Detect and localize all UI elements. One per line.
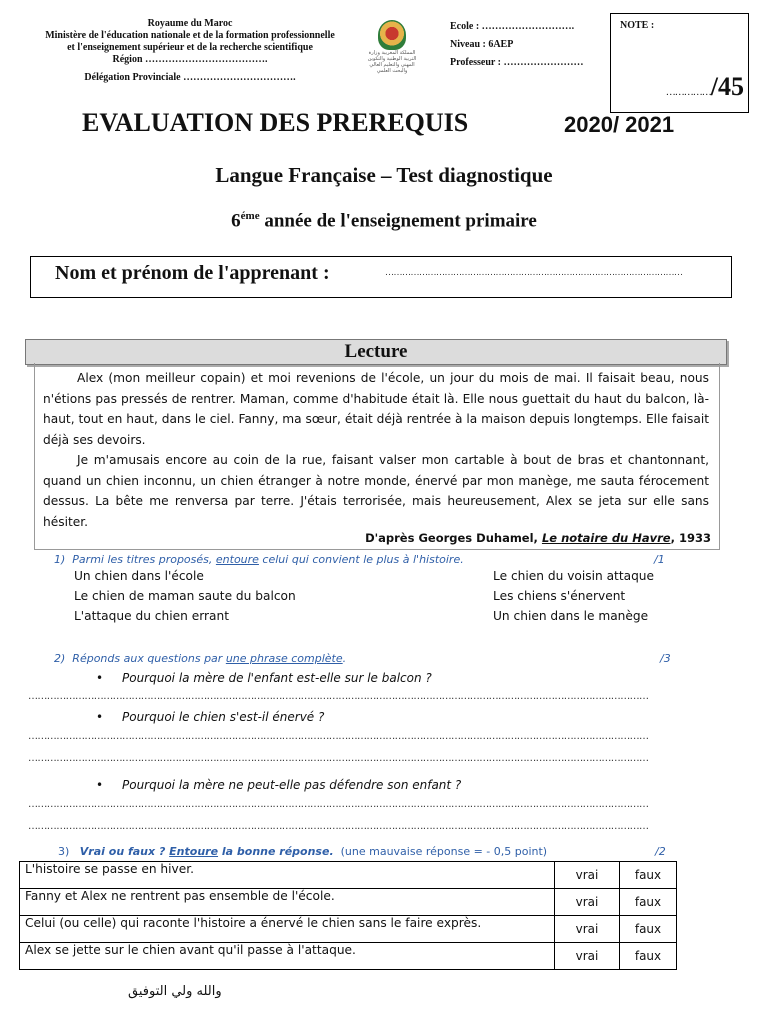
- question-3-prompt: [58, 845, 547, 858]
- prompt-text: .: [342, 652, 347, 665]
- false-option[interactable]: faux: [620, 943, 677, 970]
- title-option[interactable]: Les chiens s'énervent: [493, 589, 626, 603]
- question-2-score: /3: [660, 652, 671, 665]
- source-year: , 1933: [670, 531, 711, 545]
- true-option[interactable]: vrai: [555, 862, 620, 889]
- statement-cell: L'histoire se passe en hiver.: [20, 862, 555, 889]
- emblem-arabic-text: المملكة المغربية وزارة التربية الوطنية والتكوين المهني والتعليم العالي والبحث العلمي: [367, 50, 417, 74]
- prompt-text: Parmi les titres proposés,: [72, 553, 216, 566]
- answer-line[interactable]: ………………………………………………………………………………………………………………………………………………………………………………: [28, 753, 649, 764]
- grade-score: [666, 72, 744, 102]
- question-1-score: /1: [654, 553, 665, 566]
- title-option[interactable]: Un chien dans l'école: [74, 569, 204, 583]
- question-2-prompt: [54, 652, 346, 665]
- title-option[interactable]: Un chien dans le manège: [493, 609, 649, 623]
- test-subtitle: Langue Française – Test diagnostique: [215, 163, 553, 187]
- question-1-prompt: [54, 553, 464, 566]
- grade-blank: ……………: [665, 87, 711, 98]
- reading-section-title: Lecture: [25, 339, 727, 365]
- student-name-blank[interactable]: ……………………………………………………………………………………………: [385, 267, 683, 277]
- moroccan-emblem: [362, 14, 422, 90]
- answer-line[interactable]: ………………………………………………………………………………………………………………………………………………………………………………: [28, 821, 649, 832]
- school-field: Ecole : ……………………….: [450, 21, 575, 32]
- table-row: [20, 943, 677, 970]
- delegation-line: Délégation Provinciale …………………………….: [84, 72, 296, 83]
- table-row: [20, 916, 677, 943]
- sub-question-text: Pourquoi le chien s'est-il énervé ?: [122, 710, 325, 724]
- grade-number: 6: [231, 210, 241, 232]
- reading-text-box: [34, 363, 720, 550]
- question-3-score: /2: [655, 845, 666, 858]
- grade-total: /45: [710, 72, 744, 101]
- school-year: 2020/ 2021: [564, 112, 675, 137]
- prompt-text: la bonne réponse.: [218, 845, 334, 858]
- title-option[interactable]: Le chien du voisin attaque: [493, 569, 655, 583]
- prompt-keyword: une phrase complète: [225, 652, 343, 665]
- statement-cell: Alex se jette sur le chien avant qu'il passe à l'attaque.: [20, 943, 555, 970]
- prompt-keyword: entoure: [215, 553, 259, 566]
- prompt-keyword: Entoure: [169, 845, 219, 858]
- title-option[interactable]: Le chien de maman saute du balcon: [74, 589, 296, 603]
- question-number: 2): [54, 652, 66, 665]
- student-name-box[interactable]: [30, 256, 732, 298]
- title-option[interactable]: L'attaque du chien errant: [74, 609, 229, 623]
- statement-cell: Celui (ou celle) qui raconte l'histoire a énervé le chien sans le faire exprès.: [20, 916, 555, 943]
- sub-question: [96, 710, 324, 724]
- sub-question: [96, 671, 432, 685]
- false-option[interactable]: faux: [620, 862, 677, 889]
- true-option[interactable]: vrai: [555, 889, 620, 916]
- ministry-header: [20, 18, 360, 84]
- sub-question: [96, 778, 461, 792]
- source-book: Le notaire du Havre: [541, 531, 671, 545]
- table-row: [20, 862, 677, 889]
- grade-level-title: [0, 210, 768, 232]
- page-title: EVALUATION DES PREREQUIS: [82, 108, 469, 137]
- true-false-table: [19, 861, 677, 970]
- prompt-text: Vrai ou faux ?: [79, 845, 170, 858]
- statement-cell: Fanny et Alex ne rentrent pas ensemble de l'école.: [20, 889, 555, 916]
- student-name-label: Nom et prénom de l'apprenant :: [55, 262, 330, 284]
- region-line: Région ……………………………….: [112, 54, 268, 65]
- reading-paragraph: Alex (mon meilleur copain) et moi revenions de l'école, un jour du mois de mai. Il faisait beau, nous n'étions pas pressés de rentrer. Maman, comme d'habitude était là. Elle nous guettait du haut du balcon, là-haut, tout en haut, dans le ciel. Fanny, ma sœur, était déjà rentrée à la maison depuis longtemps. Elle faisait déjà ses devoirs.: [43, 371, 709, 447]
- answer-line[interactable]: ………………………………………………………………………………………………………………………………………………………………………………: [28, 731, 649, 742]
- true-option[interactable]: vrai: [555, 943, 620, 970]
- question-number: 1): [54, 553, 66, 566]
- ministry-line: et l'enseignement supérieur et de la recherche scientifique: [67, 42, 313, 53]
- false-option[interactable]: faux: [620, 889, 677, 916]
- table-row: [20, 889, 677, 916]
- false-option[interactable]: faux: [620, 916, 677, 943]
- penalty-note: (une mauvaise réponse = - 0,5 point): [340, 845, 548, 858]
- question-number: 3): [58, 845, 70, 858]
- source-author: D'après Georges Duhamel,: [365, 531, 542, 545]
- grade-level-text: année de l'enseignement primaire: [259, 210, 537, 232]
- prompt-text: celui qui convient le plus à l'histoire.: [258, 553, 464, 566]
- text-source: [365, 531, 711, 545]
- reading-paragraph: Je m'amusais encore au coin de la rue, faisant valser mon cartable à bout de bras et chantonnant, quand un chien inconnu, un chien étranger à notre monde, énervé par mon manège, me sauta férocement dessus. La bête me renversa par terre. J'étais terrorisée, mais heureusement, Alex se jeta sur elle sans hésiter.: [43, 453, 709, 529]
- true-option[interactable]: vrai: [555, 916, 620, 943]
- bullet-icon: •: [96, 710, 104, 724]
- coat-of-arms-icon: [378, 20, 406, 50]
- grade-box: [610, 13, 749, 113]
- grade-suffix: éme: [240, 210, 260, 222]
- ministry-line: Ministère de l'éducation nationale et de la formation professionnelle: [45, 30, 335, 41]
- school-info: [450, 18, 610, 72]
- sub-question-text: Pourquoi la mère ne peut-elle pas défendre son enfant ?: [122, 778, 462, 792]
- answer-line[interactable]: ………………………………………………………………………………………………………………………………………………………………………………: [28, 799, 649, 810]
- prompt-text: Réponds aux questions par: [72, 652, 226, 665]
- grade-label: NOTE :: [620, 20, 655, 31]
- bullet-icon: •: [96, 778, 104, 792]
- ministry-line: Royaume du Maroc: [147, 18, 233, 29]
- answer-line[interactable]: ………………………………………………………………………………………………………………………………………………………………………………: [28, 691, 649, 702]
- bullet-icon: •: [96, 671, 104, 685]
- closing-blessing: والله ولي التوفيق: [128, 984, 222, 999]
- level-field: Niveau : 6AEP: [450, 39, 514, 50]
- sub-question-text: Pourquoi la mère de l'enfant est-elle sur le balcon ?: [122, 671, 432, 685]
- teacher-field: Professeur : ……………………: [450, 57, 584, 68]
